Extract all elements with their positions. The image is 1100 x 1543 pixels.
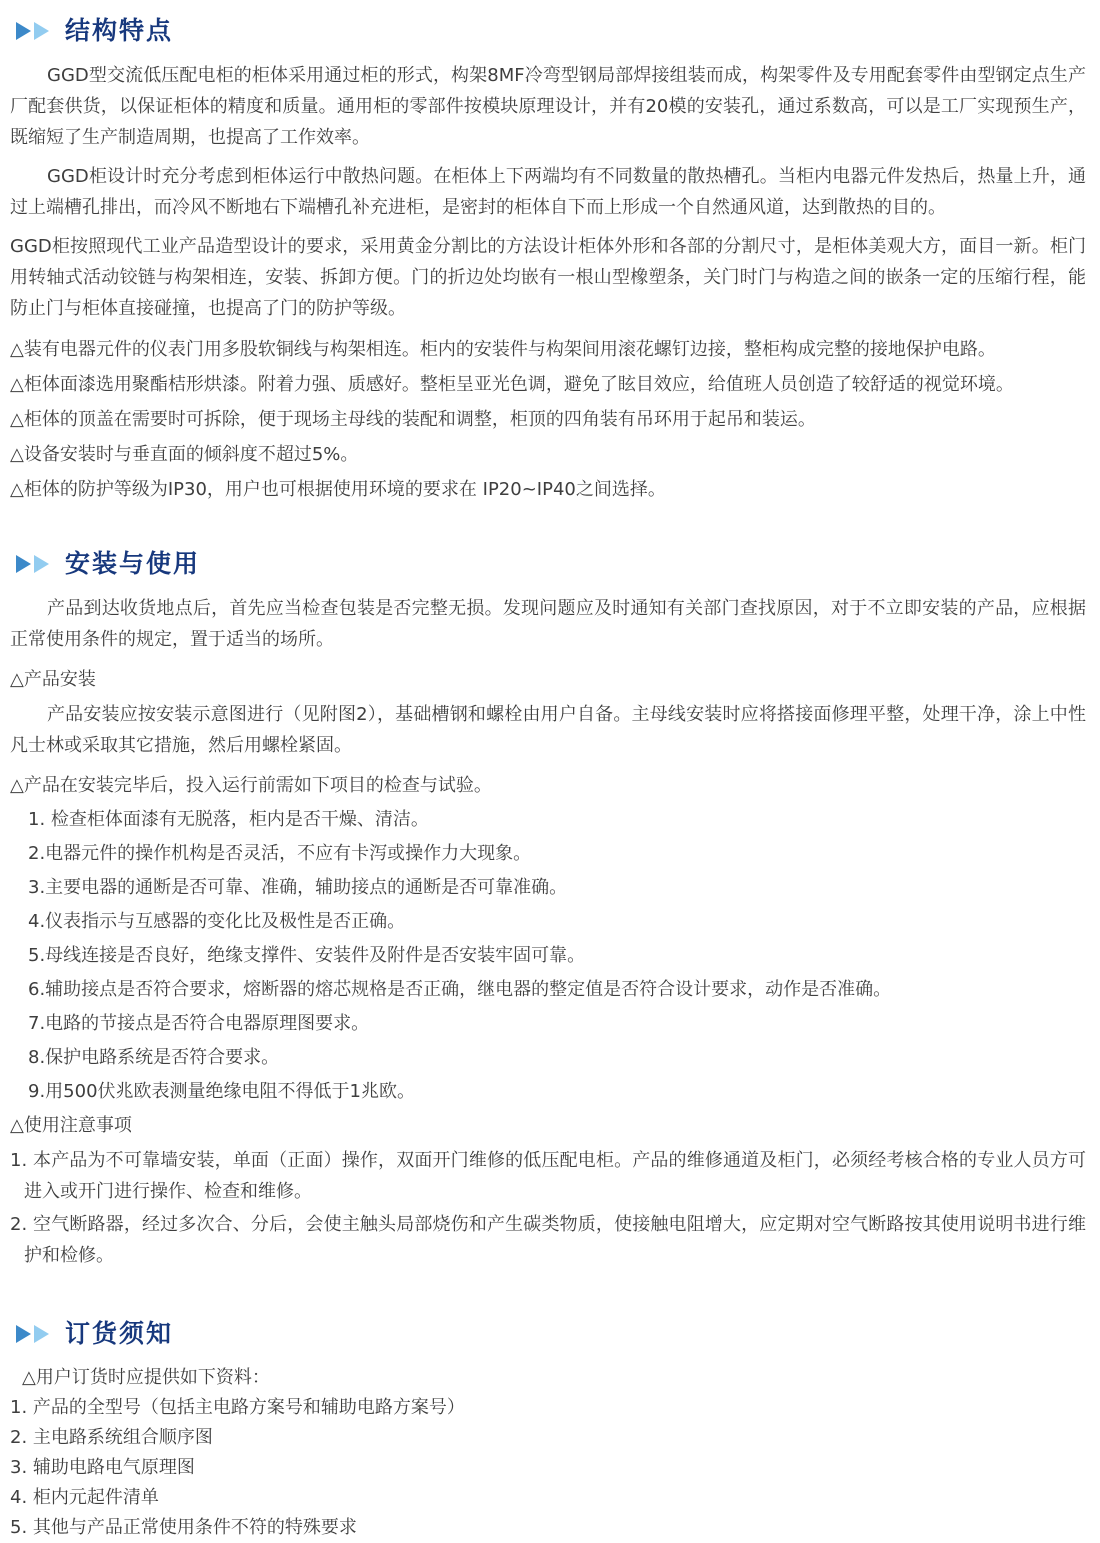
paragraph: GGD柜设计时充分考虑到柜体运行中散热问题。在柜体上下两端均有不同数量的散热槽孔。当柜内电器元件发热后，热量上升，通过上端槽孔排出，而冷风不断地右下端槽孔补充进柜，是密封的柜体自下而上形成一个自然通风道，达到散热的目的。 [10,166,1086,218]
feature-item: △装有电器元件的仪表门用多股软铜线与构架相连。柜内的安装件与构架间用滚花螺钉边接，整柜构成完整的接地保护电路。 [10,339,996,360]
check-item: 7.电路的节接点是否符合电器原理图要求。 [28,1013,370,1034]
paragraph: 产品到达收货地点后，首先应当检查包装是否完整无损。发现问题应及时通知有关部门查找原因，对于不立即安装的产品，应根据正常使用条件的规定，置于适当的场所。 [10,598,1086,650]
section-header-installation-and-use [16,549,1086,579]
feature-item: △柜体的防护等级为IP30，用户也可根据使用环境的要求在 IP20~IP40之间选择。 [10,479,666,500]
feature-item: △柜体的顶盖在需要时可拆除，便于现场主母线的装配和调整，柜顶的四角装有吊环用于起吊和装运。 [10,409,816,430]
order-item: 1. 产品的全型号（包括主电路方案号和辅助电路方案号） [10,1397,465,1418]
section-ordering-instructions [10,1319,1086,1543]
check-item: 1. 检查柜体面漆有无脱落，柜内是否干燥、清洁。 [28,809,429,830]
check-item: 2.电器元件的操作机构是否灵活，不应有卡泻或操作力大现象。 [28,843,532,864]
note-item: 1. 本产品为不可靠墙安装，单面（正面）操作，双面开门维修的低压配电柜。产品的维修通道及柜门，必须经考核合格的专业人员方可进入或开门进行操作、检查和维修。 [10,1150,1086,1202]
order-item: 2. 主电路系统组合顺序图 [10,1427,213,1448]
order-item: 5. 其他与产品正常使用条件不符的特殊要求 [10,1517,357,1538]
triangle-arrow-dark-icon [16,1325,31,1343]
check-item: 4.仪表指示与互感器的变化比及极性是否正确。 [28,911,406,932]
check-item: 9.用500伏兆欧表测量绝缘电阻不得低于1兆欧。 [28,1081,415,1102]
triangle-arrow-dark-icon [16,555,31,573]
order-item: 4. 柜内元起件清单 [10,1487,159,1508]
order-item: 3. 辅助电路电气原理图 [10,1457,195,1478]
section-title: 结构特点 [65,16,174,45]
section-title: 安装与使用 [65,549,201,578]
feature-item: △设备安装时与垂直面的倾斜度不超过5%。 [10,444,359,465]
subsection-label: △用户订货时应提供如下资料： [22,1367,270,1388]
paragraph: GGD型交流低压配电柜的柜体采用通过柜的形式，构架8MF冷弯型钢局部焊接组装而成，构架零件及专用配套零件由型钢定点生产厂配套供货，以保证柜体的精度和质量。通用柜的零部件按模块原理设计，并有20模的安装孔，通过系数高，可以是工厂实现预生产，既缩短了生产制造周期，也提高了工作效率。 [10,65,1086,148]
subsection-label: △产品在安装完毕后，投入运行前需如下项目的检查与试验。 [10,775,492,796]
paragraph: 产品安装应按安装示意图进行（见附图2），基础槽钢和螺栓由用户自备。主母线安装时应将搭接面修理平整，处理干净，涂上中性凡士林或采取其它措施，然后用螺栓紧固。 [10,704,1086,756]
section-header-ordering-instructions [16,1319,1086,1349]
check-item: 6.辅助接点是否符合要求，熔断器的熔芯规格是否正确，继电器的整定值是否符合设计要求，动作是否准确。 [28,979,892,1000]
triangle-arrow-light-icon [34,22,49,40]
subsection-label: △产品安装 [10,669,96,690]
section-installation-and-use [10,549,1086,1271]
section-header-structure-features [16,16,1086,46]
triangle-arrow-light-icon [34,1325,49,1343]
section-structure-features [10,16,1086,507]
note-item: 2. 空气断路器，经过多次合、分后，会使主触头局部烧伤和产生碳类物质，使接触电阻增大，应定期对空气断路按其使用说明书进行维护和检修。 [10,1214,1086,1266]
triangle-arrow-light-icon [34,555,49,573]
triangle-arrow-dark-icon [16,22,31,40]
subsection-label: △使用注意事项 [10,1115,132,1136]
check-item: 5.母线连接是否良好，绝缘支撑件、安装件及附件是否安装牢固可靠。 [28,945,586,966]
paragraph: GGD柜按照现代工业产品造型设计的要求，采用黄金分割比的方法设计柜体外形和各部的分割尺寸，是柜体美观大方，面目一新。柜门用转轴式活动铰链与构架相连，安装、拆卸方便。门的折边处均嵌有一根山型橡塑条，关门时门与构造之间的嵌条一定的压缩行程，能防止门与柜体直接碰撞，也提高了门的防护等级。 [10,236,1086,319]
section-title: 订货须知 [65,1319,174,1348]
feature-item: △柜体面漆选用聚酯桔形烘漆。附着力强、质感好。整柜呈亚光色调，避免了眩目效应，给值班人员创造了较舒适的视觉环境。 [10,374,1014,395]
check-item: 8.保护电路系统是否符合要求。 [28,1047,280,1068]
check-item: 3.主要电器的通断是否可靠、准确，辅助接点的通断是否可靠准确。 [28,877,568,898]
